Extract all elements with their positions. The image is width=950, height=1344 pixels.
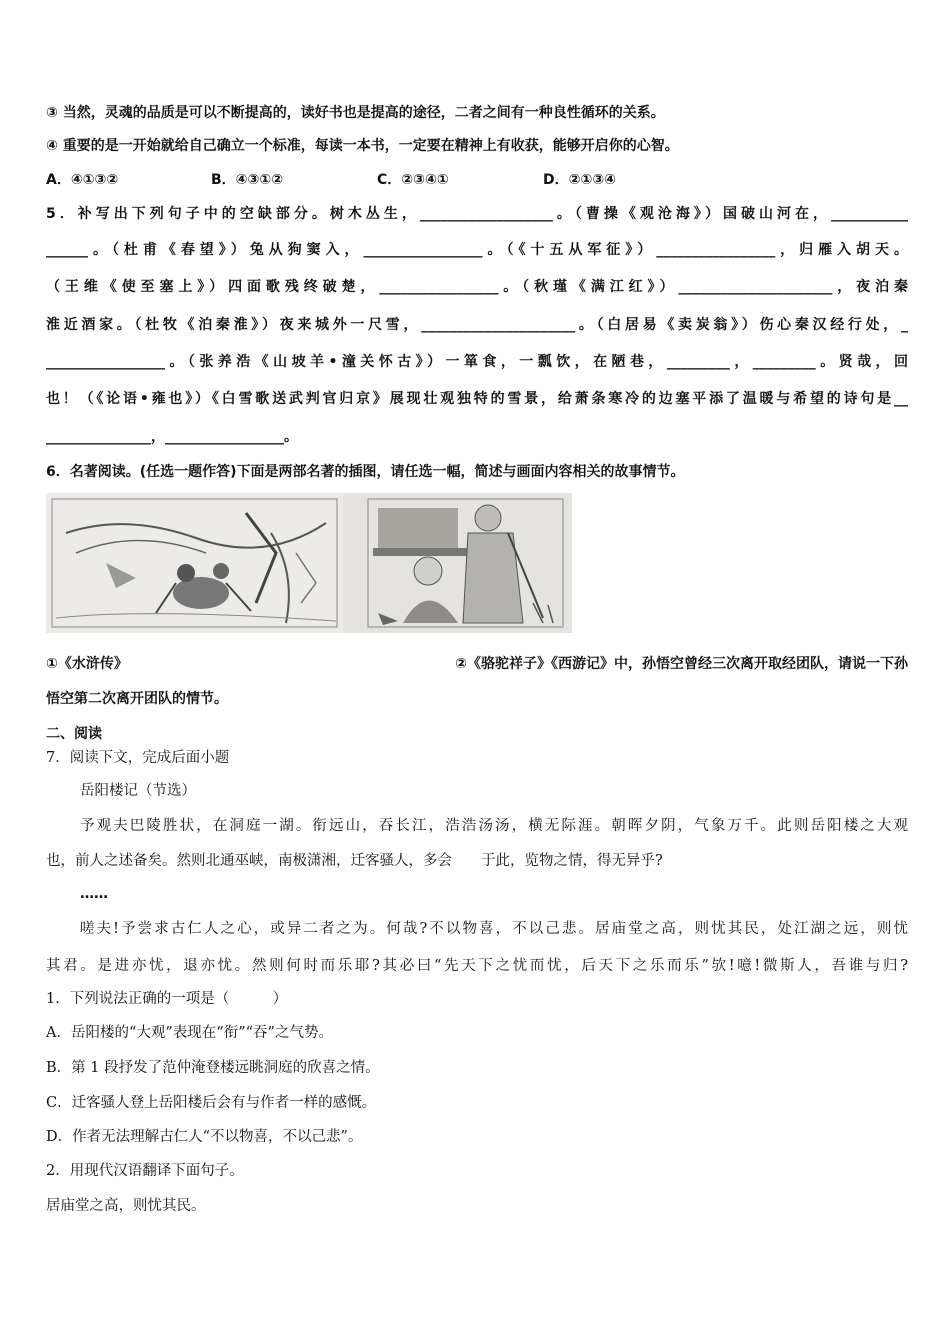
q5-line-7: _______________，_________________。 [46, 429, 298, 445]
passage-p2-line-2: 其君。是进亦忧，退亦忧。然则何时而乐耶?其必曰“先天下之忧而忧，后天下之乐而乐”欤!噫!微斯人，吾谁与归? [46, 958, 908, 974]
sub-option-b[interactable]: B．第 1 段抒发了范仲淹登楼远眺洞庭的欣喜之情。 [46, 1060, 380, 1076]
passage-ellipsis: …… [80, 886, 108, 902]
q4-options [46, 170, 908, 190]
statement-4: ④ 重要的是一开始就给自己确立一个标准，每读一本书，一定要在精神上有收获，能够开启你的心智。 [46, 138, 679, 154]
option-c[interactable]: C．②③④① [377, 172, 449, 188]
water-margin-illustration [46, 493, 343, 633]
option-b[interactable]: B．④③①② [211, 172, 284, 188]
sub-option-c[interactable]: C．迁客骚人登上岳阳楼后会有与作者一样的感慨。 [46, 1095, 377, 1111]
option-d[interactable]: D．②①③④ [543, 172, 617, 188]
q5-line-5: _________________。（张养浩《山坡羊•潼关怀古》）一箪食，一瓢饮，在陋巷，_________，_________。贤哉，回 [46, 354, 908, 370]
passage-title: 岳阳楼记（节选） [80, 783, 196, 799]
section-heading-reading: 二、阅读 [46, 726, 102, 742]
q6-continuation: 悟空第二次离开团队的情节。 [46, 691, 228, 707]
q7-prompt: 7．阅读下文，完成后面小题 [46, 750, 230, 766]
option-a[interactable]: A．④①③② [46, 172, 119, 188]
passage-p2-line-1: 嗟夫!予尝求古仁人之心，或异二者之为。何哉?不以物喜，不以己悲。居庙堂之高，则忧其民，处江湖之远，则忧 [80, 921, 908, 937]
passage-p1-line-1: 予观夫巴陵胜状，在洞庭一湖。衔远山，吞长江，浩浩汤汤，横无际涯。朝晖夕阴，气象万千。此则岳阳楼之大观 [80, 818, 908, 834]
sub-option-d[interactable]: D．作者无法理解古仁人“不以物喜，不以己悲”。 [46, 1129, 363, 1145]
q5-line-2: ______。（杜甫《春望》）兔从狗窦入，_________________。（《十五从军征》）_________________，归雁入胡天。 [46, 242, 908, 258]
q5-line-3: （王维《使至塞上》）四面歌残终破楚，_________________。（秋瑾《满江红》）______________________，夜泊秦 [46, 279, 908, 295]
sub-question-1: 1．下列说法正确的一项是（ ） [46, 991, 288, 1007]
statement-3: ③ 当然，灵魂的品质是可以不断提高的，读好书也是提高的途径，二者之间有一种良性循环的关系。 [46, 105, 665, 121]
passage-p1-line-2: 也，前人之述备矣。然则北通巫峡，南极潇湘，迁客骚人，多会 于此，览物之情，得无异乎? [46, 853, 663, 869]
q5-line-1: 5．补写出下列句子中的空缺部分。树木丛生，___________________。（曹操《观沧海》）国破山河在，___________ [46, 206, 908, 222]
sub-option-a[interactable]: A．岳阳楼的“大观”表现在“衔”“吞”之气势。 [46, 1025, 333, 1041]
caption-water-margin: ①《水浒传》 [46, 656, 128, 672]
caption-camel-xiangzi: ②《骆驼祥子》《西游记》中，孙悟空曾经三次离开取经团队，请说一下孙 [455, 656, 908, 672]
sub-question-2: 2．用现代汉语翻译下面句子。 [46, 1163, 244, 1179]
q6-prompt: 6．名著阅读。(任选一题作答)下面是两部名著的插图，请任选一幅，简述与画面内容相关的故事情节。 [46, 464, 685, 480]
translation-sentence: 居庙堂之高，则忧其民。 [46, 1198, 206, 1214]
q5-line-6: 也！（《论语•雍也》）《白雪歌送武判官归京》展现壮观独特的雪景，给萧条寒冷的边塞平添了温暖与希望的诗句是__ [46, 391, 908, 407]
camel-xiangzi-illustration [343, 493, 572, 633]
q5-line-4: 淮近酒家。（杜牧《泊秦淮》）夜来城外一尺雪，______________________。（白居易《卖炭翁》）伤心秦汉经行处，_ [46, 317, 908, 333]
